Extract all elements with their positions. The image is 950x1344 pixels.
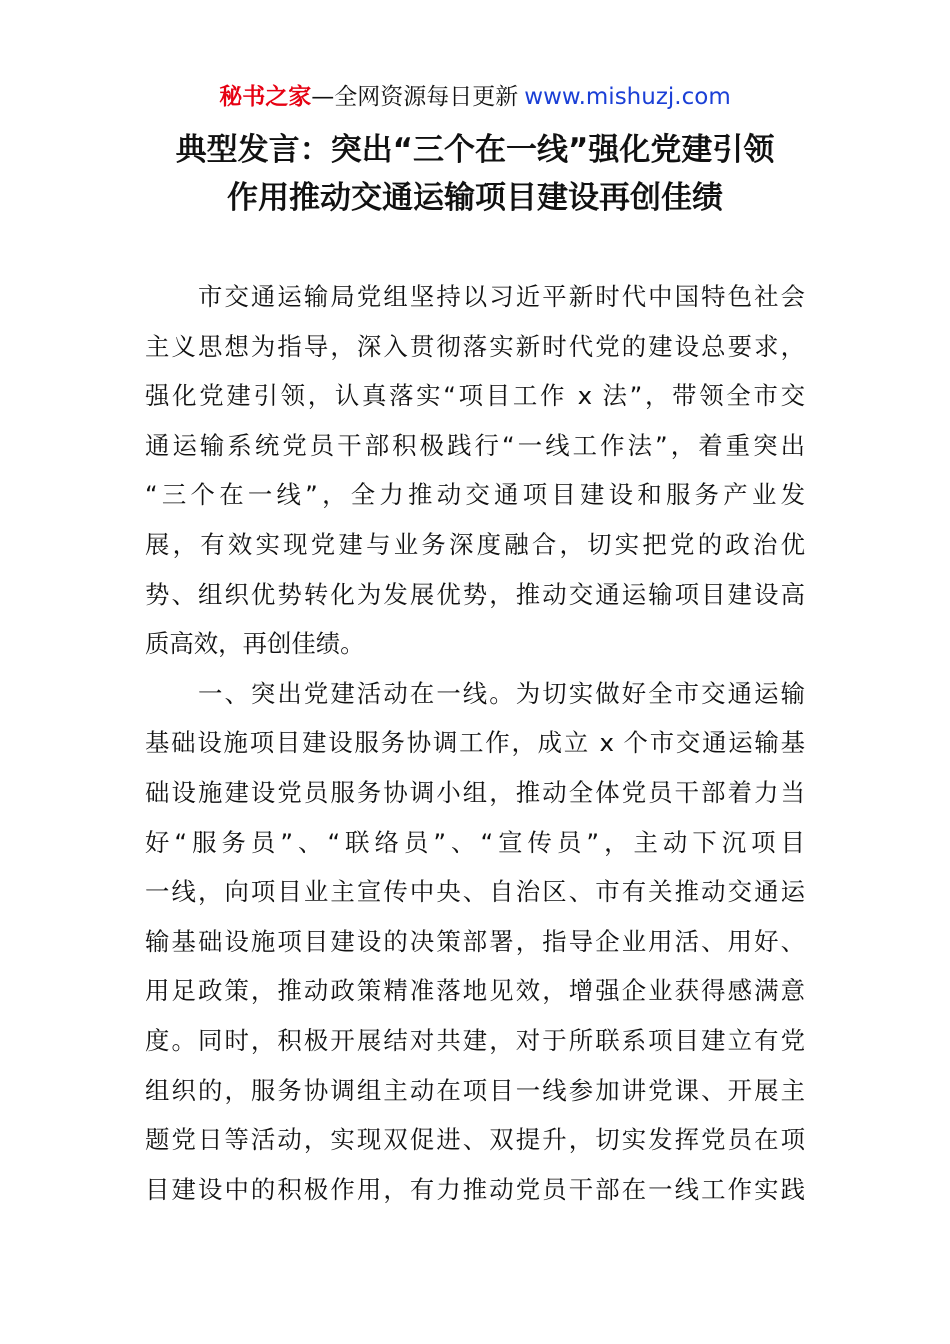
paragraph-2-line: 好“服务员”、“联络员”、“宣传员”，主动下沉项目 xyxy=(145,827,805,857)
site-url-link[interactable]: www.mishuzj.com xyxy=(524,84,731,110)
paragraph-1-line: 通运输系统党员干部积极践行“一线工作法”，着重突出 xyxy=(145,430,805,460)
site-header xyxy=(0,82,950,112)
paragraph-1-line: 质高效，再创佳绩。 xyxy=(145,629,365,659)
document-title xyxy=(0,126,950,222)
paragraph-2-line: 题党日等活动，实现双促进、双提升，切实发挥党员在项 xyxy=(145,1125,805,1155)
paragraph-2-line: 目建设中的积极作用，有力推动党员干部在一线工作实践 xyxy=(145,1174,805,1204)
paragraph-2-line: 组织的，服务协调组主动在项目一线参加讲党课、开展主 xyxy=(145,1075,805,1105)
paragraph-1-line: “三个在一线”，全力推动交通项目建设和服务产业发 xyxy=(145,480,805,510)
document-body xyxy=(145,272,805,1214)
paragraph-1-line: 主义思想为指导，深入贯彻落实新时代党的建设总要求， xyxy=(145,331,805,361)
title-line: 典型发言：突出“三个在一线”强化党建引领 xyxy=(175,132,775,168)
paragraph-2-line: 用足政策，推动政策精准落地见效，增强企业获得感满意 xyxy=(145,976,805,1006)
paragraph-2-line: 输基础设施项目建设的决策部署，指导企业用活、用好、 xyxy=(145,926,805,956)
paragraph-2-line: 基础设施项目建设服务协调工作，成立 x 个市交通运输基 xyxy=(145,728,805,758)
paragraph-1-line: 强化党建引领，认真落实“项目工作 x 法”，带领全市交 xyxy=(145,381,805,411)
title-line: 作用推动交通运输项目建设再创佳绩 xyxy=(227,180,723,216)
paragraph-2-line: 一、突出党建活动在一线。为切实做好全市交通运输 xyxy=(145,678,805,708)
paragraph-1-line: 展，有效实现党建与业务深度融合，切实把党的政治优 xyxy=(145,529,805,559)
paragraph-1-line: 市交通运输局党组坚持以习近平新时代中国特色社会 xyxy=(145,282,805,311)
brand-name: 秘书之家 xyxy=(219,84,312,110)
paragraph-1-line: 势、组织优势转化为发展优势，推动交通运输项目建设高 xyxy=(145,579,805,609)
paragraph-2-line: 础设施建设党员服务协调小组，推动全体党员干部着力当 xyxy=(145,777,805,807)
paragraph-2-line: 度。同时，积极开展结对共建，对于所联系项目建立有党 xyxy=(145,1025,805,1055)
paragraph-2-line: 一线，向项目业主宣传中央、自治区、市有关推动交通运 xyxy=(145,877,805,907)
site-tagline: —全网资源每日更新 xyxy=(311,84,519,110)
